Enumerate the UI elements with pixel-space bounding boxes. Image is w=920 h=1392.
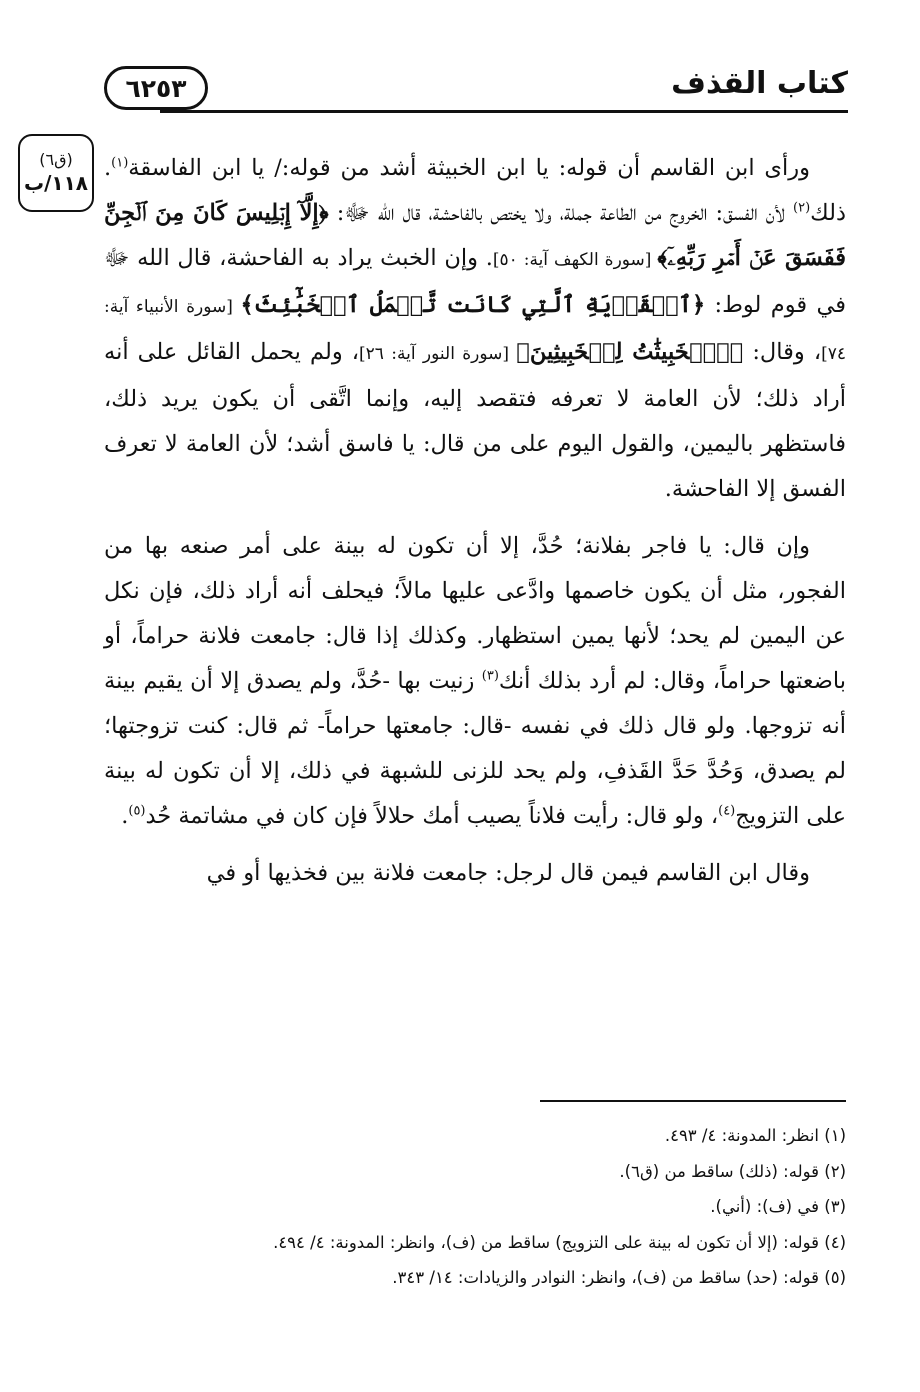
paragraph-2	[104, 524, 846, 839]
quran-verse-kahf: ﴿إِلَّآ إِبۡلِيسَ كَانَ مِنَ ٱلۡجِنِّ فَفَسَقَ عَنۡ أَمۡرِ رَبِّهِۦٓ﴾	[104, 200, 846, 271]
text-segment: زنيت بها -حُدَّ، ولم يصدق إلا أن يقيم بينة أنه تزوجها. ولو قال ذلك في نفسه -قال: جامعتها حراماً- ثم قال: كنت تزوجتها؛ لم يصدق، وَحُدَّ حَدَّ القَذفِ، ولم يحد للزنى للشبهة في ذلك، إلا أن تكون له بينة على التزويج	[104, 668, 846, 829]
main-text	[104, 146, 846, 896]
text-segment: ، وقال:	[743, 339, 822, 365]
running-header-title: كتاب القذف	[671, 66, 848, 101]
folio-number: ١١٨/ب	[23, 171, 89, 196]
footnote-2: (٢) قوله: (ذلك) ساقط من (ق٦).	[619, 1161, 846, 1181]
folio-manuscript-label: (ق٦)	[39, 149, 73, 169]
footnote-4: (٤) قوله: (إلا أن تكون له بينة على التزويج) ساقط من (ف)، وانظر: المدونة: ٤/ ٤٩٤.	[273, 1232, 846, 1252]
verse-reference: [سورة الأنبياء آية: ٧٤]	[104, 297, 847, 364]
text-segment: . وإن الخبث يراد به الفاحشة، قال الله ﷻ في قوم لوط:	[104, 245, 846, 318]
manuscript-folio-marker	[18, 134, 94, 212]
text-segment: ، ولو قال: رأيت فلاناً يصيب أمك حلالاً فإن كان في مشاتمة حُد	[145, 803, 719, 829]
footnote-5: (٥) قوله: (حد) ساقط من (ف)، وانظر: النوادر والزيادات: ١٤/ ٣٤٣.	[392, 1268, 846, 1287]
footnote-separator	[540, 1100, 846, 1102]
page-number: ٦٢٥٣	[104, 66, 208, 110]
paragraph-1	[104, 146, 846, 512]
text-segment: . ذلك	[104, 155, 846, 226]
text-segment: لأن الفسق: الخروج من الطاعة جملة، ولا يختص بالفاحشة، قال الله ﷻ:	[328, 200, 794, 226]
text-segment: ورأى ابن القاسم أن قوله: يا ابن الخبيثة أشد من قوله:/ يا ابن الفاسقة	[128, 155, 810, 181]
quran-verse-nur: ﴿ٱلۡخَبِيثَٰتُ لِلۡخَبِيثِينَ﴾	[516, 339, 744, 365]
footnotes	[104, 1118, 846, 1296]
verse-reference: [سورة النور آية: ٢٦]	[359, 344, 517, 364]
header-rule	[160, 110, 848, 113]
footnote-3: (٣) في (ف): (أني).	[710, 1197, 846, 1216]
quran-verse-anbiya: ﴿ٱلۡقَرۡيَةِ ٱلَّتِي كَانَت تَّعۡمَلُ ٱلۡخَبَٰٓئِثَ﴾	[240, 292, 706, 318]
text-segment: وإن قال: يا فاجر بفلانة؛ حُدَّ، إلا أن تكون له بينة على أمر صنعه بها من الفجور، مثل أن يكون خاصمها وادَّعى عليها مالاً؛ فيحلف أنه أراد ذلك، فإن نكل عن اليمين لم يحد؛ لأنها يمين استظهار. وكذلك إذا قال: جامعت فلانة حراماً، أو باضعتها حراماً، وقال: لم أرد بذلك أنك	[104, 533, 846, 694]
footnote-ref-3: (٣)	[481, 668, 499, 684]
text-segment: .	[121, 803, 129, 829]
verse-reference: [سورة الكهف آية: ٥٠]	[492, 250, 658, 270]
footnote-ref-2: (٢)	[793, 200, 811, 216]
footnote-1: (١) انظر: المدونة: ٤/ ٤٩٣.	[664, 1126, 846, 1145]
footnote-ref-1: (١)	[111, 155, 129, 171]
text-segment: وقال ابن القاسم فيمن قال لرجل: جامعت فلانة بين فخذيها أو في	[206, 860, 810, 886]
paragraph-3	[104, 851, 846, 896]
footnote-ref-5: (٥)	[128, 803, 146, 819]
text-segment: ، ولم يحمل القائل على أنه أراد ذلك؛ لأن العامة لا تعرفه فتقصد إليه، وإنما اتَّقى أن يكون يريد ذلك، فاستظهر باليمين، والقول اليوم على من قال: يا فاسق أشد؛ لأن العامة لا تعرف الفسق إلا الفاحشة.	[104, 339, 846, 502]
footnote-ref-4: (٤)	[718, 803, 736, 819]
